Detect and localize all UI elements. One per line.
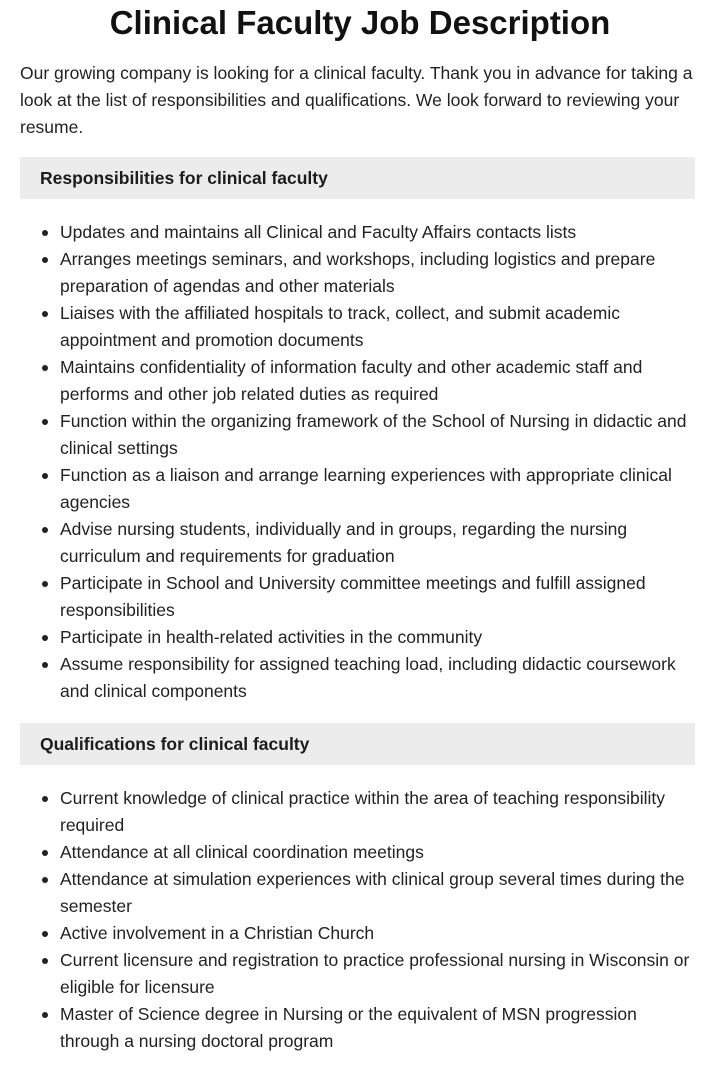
responsibility-item [20, 219, 700, 246]
bullet-icon [42, 662, 48, 668]
bullet-icon [42, 311, 48, 317]
qualification-item [20, 839, 700, 866]
responsibility-text: Updates and maintains all Clinical and Faculty Affairs contacts lists [60, 222, 577, 242]
qualifications-heading: Qualifications for clinical faculty [20, 723, 695, 765]
bullet-icon [42, 419, 48, 425]
bullet-icon [42, 365, 48, 371]
responsibility-item [20, 408, 700, 462]
bullet-icon [42, 230, 48, 236]
qualification-item [20, 785, 700, 839]
qualification-text: Active involvement in a Christian Church [60, 923, 375, 943]
bullet-icon [42, 931, 48, 937]
responsibilities-heading: Responsibilities for clinical faculty [20, 157, 695, 199]
bullet-icon [42, 796, 48, 802]
qualifications-list [20, 785, 700, 1055]
responsibility-text: Function as a liaison and arrange learning experiences with appropriate clinical agencies [60, 465, 672, 512]
bullet-icon [42, 635, 48, 641]
responsibility-text: Advise nursing students, individually and in groups, regarding the nursing curriculum and requirements for graduation [60, 519, 628, 566]
responsibility-item [20, 246, 700, 300]
responsibility-item [20, 624, 700, 651]
qualification-item [20, 947, 700, 1001]
responsibility-item [20, 300, 700, 354]
intro-paragraph: Our growing company is looking for a clinical faculty. Thank you in advance for taking a look at the list of responsibilities and qualifications. We look forward to reviewing your resume. [20, 63, 693, 137]
bullet-icon [42, 473, 48, 479]
responsibility-text: Participate in health-related activities in the community [60, 627, 483, 647]
bullet-icon [42, 1012, 48, 1018]
bullet-icon [42, 527, 48, 533]
page-title: Clinical Faculty Job Description [109, 4, 611, 41]
bullet-icon [42, 850, 48, 856]
responsibility-item [20, 354, 700, 408]
responsibility-text: Function within the organizing framework of the School of Nursing in didactic and clinical settings [60, 411, 687, 458]
responsibility-item [20, 570, 700, 624]
responsibility-item [20, 651, 700, 705]
qualification-item [20, 1001, 700, 1055]
bullet-icon [42, 958, 48, 964]
responsibilities-list [20, 219, 700, 705]
qualification-text: Attendance at all clinical coordination meetings [60, 842, 424, 862]
qualification-text: Current licensure and registration to practice professional nursing in Wisconsin or eligible for licensure [60, 950, 690, 997]
responsibility-text: Participate in School and University committee meetings and fulfill assigned responsibilities [60, 573, 646, 620]
bullet-icon [42, 877, 48, 883]
bullet-icon [42, 257, 48, 263]
responsibility-text: Liaises with the affiliated hospitals to track, collect, and submit academic appointment and promotion documents [60, 303, 620, 350]
bullet-icon [42, 581, 48, 587]
responsibility-item [20, 516, 700, 570]
qualification-text: Attendance at simulation experiences with clinical group several times during the semester [60, 869, 685, 916]
responsibility-text: Assume responsibility for assigned teaching load, including didactic coursework and clinical components [60, 654, 676, 701]
qualification-item [20, 920, 700, 947]
qualification-text: Current knowledge of clinical practice within the area of teaching responsibility required [60, 788, 666, 835]
qualification-item [20, 866, 700, 920]
responsibility-text: Maintains confidentiality of information faculty and other academic staff and performs and other job related duties as required [60, 357, 643, 404]
qualification-text: Master of Science degree in Nursing or the equivalent of MSN progression through a nursing doctoral program [60, 1004, 637, 1051]
responsibility-item [20, 462, 700, 516]
responsibility-text: Arranges meetings seminars, and workshops, including logistics and prepare preparation of agendas and other materials [60, 249, 656, 296]
